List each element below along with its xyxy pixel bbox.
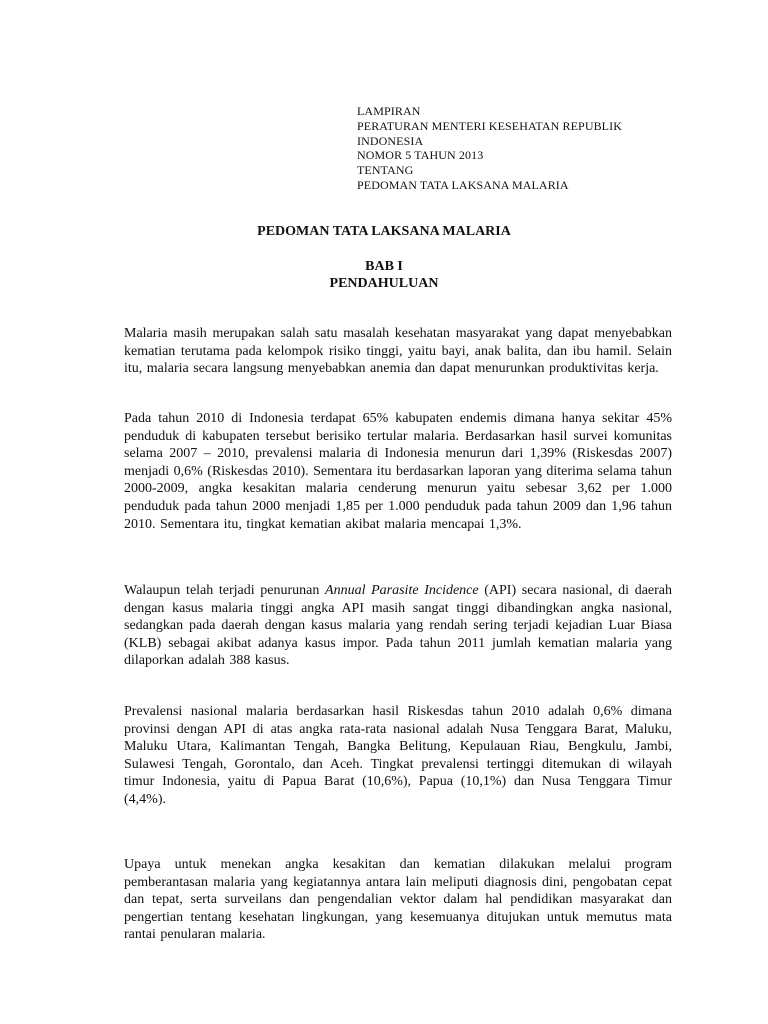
paragraph-3-text-end: (API) secara nasional, di daerah dengan kasus malaria tinggi angka API masih sangat tinggi dibandingkan angka nasional, sedangkan pada daerah dengan kasus malaria yang rendah sering terjadi kejadian Luar Biasa (KLB) sebagai akibat adanya kasus impor. Pada tahun 2011 jumlah kematian malaria yang dilaporkan adalah 388 kasus. <box>124 583 673 669</box>
header-line-lampiran: LAMPIRAN <box>357 104 421 118</box>
header-line-number: NOMOR 5 TAHUN 2013 <box>357 148 484 163</box>
paragraph-5: Upaya untuk menekan angka kesakitan dan kematian dilakukan melalui program pemberantasan malaria yang kegiatannya antara lain meliputi diagnosis dini, pengobatan cepat dan tepat, serta surveilans dan pengendalian vektor dalam hal pendidikan masyarakat dan pengertian tentang kesehatan lingkungan, yang kesemuanya ditujukan untuk memutus mata rantai penularan malaria. <box>124 857 672 943</box>
chapter-number: BAB I <box>365 259 403 274</box>
header-line-about: TENTANG <box>357 163 414 178</box>
header-line-regulation: PERATURAN MENTERI KESEHATAN REPUBLIK <box>357 118 622 133</box>
paragraph-4: Prevalensi nasional malaria berdasarkan hasil Riskesdas tahun 2010 adalah 0,6% dimana provinsi dengan API di atas angka rata-rata nasional adalah Nusa Tenggara Barat, Maluku, Maluku Utara, Kalimantan Tengah, Bangka Belitung, Kepulauan Riau, Bengkulu, Jambi, Sulawesi Tengah, Gorontalo, dan Aceh. Tingkat prevalensi tertinggi ditemukan di wilayah timur Indonesia, yaitu di Papua Barat (10,6%), Papua (10,1%) dan Nusa Tenggara Timur (4,4%). <box>124 704 672 807</box>
attachment-header <box>357 104 622 193</box>
chapter-title: PENDAHULUAN <box>329 276 439 291</box>
document-title: PEDOMAN TATA LAKSANA MALARIA <box>257 224 511 239</box>
paragraph-1: Malaria masih merupakan salah satu masalah kesehatan masyarakat yang dapat menyebabkan kematian terutama pada kelompok risiko tinggi, yaitu bayi, anak balita, dan ibu hamil. Selain itu, malaria secara langsung menyebabkan anemia dan dapat menurunkan produktivitas kerja. <box>124 326 672 377</box>
header-line-country: INDONESIA <box>357 133 424 148</box>
paragraph-3 <box>124 582 672 670</box>
paragraph-3-text-start: Walaupun telah terjadi penurunan <box>124 583 326 598</box>
paragraph-2: Pada tahun 2010 di Indonesia terdapat 65% kabupaten endemis dimana hanya sekitar 45% penduduk di kabupaten tersebut berisiko tertular malaria. Berdasarkan hasil survei komunitas selama 2007 – 2010, prevalensi malaria di Indonesia menurun dari 1,39% (Riskesdas 2007) menjadi 0,6% (Riskesdas 2010). Sementara itu berdasarkan laporan yang diterima selama tahun 2000-2009, angka kesakitan malaria cenderung menurun yaitu sebesar 3,62 per 1.000 penduduk pada tahun 2000 menjadi 1,85 per 1.000 penduduk pada tahun 2009 dan 1,96 tahun 2010. Sementara itu, tingkat kematian akibat malaria mencapai 1,3%. <box>124 411 672 532</box>
api-term: Annual Parasite Incidence <box>325 583 479 598</box>
header-line-subject: PEDOMAN TATA LAKSANA MALARIA <box>357 177 569 192</box>
